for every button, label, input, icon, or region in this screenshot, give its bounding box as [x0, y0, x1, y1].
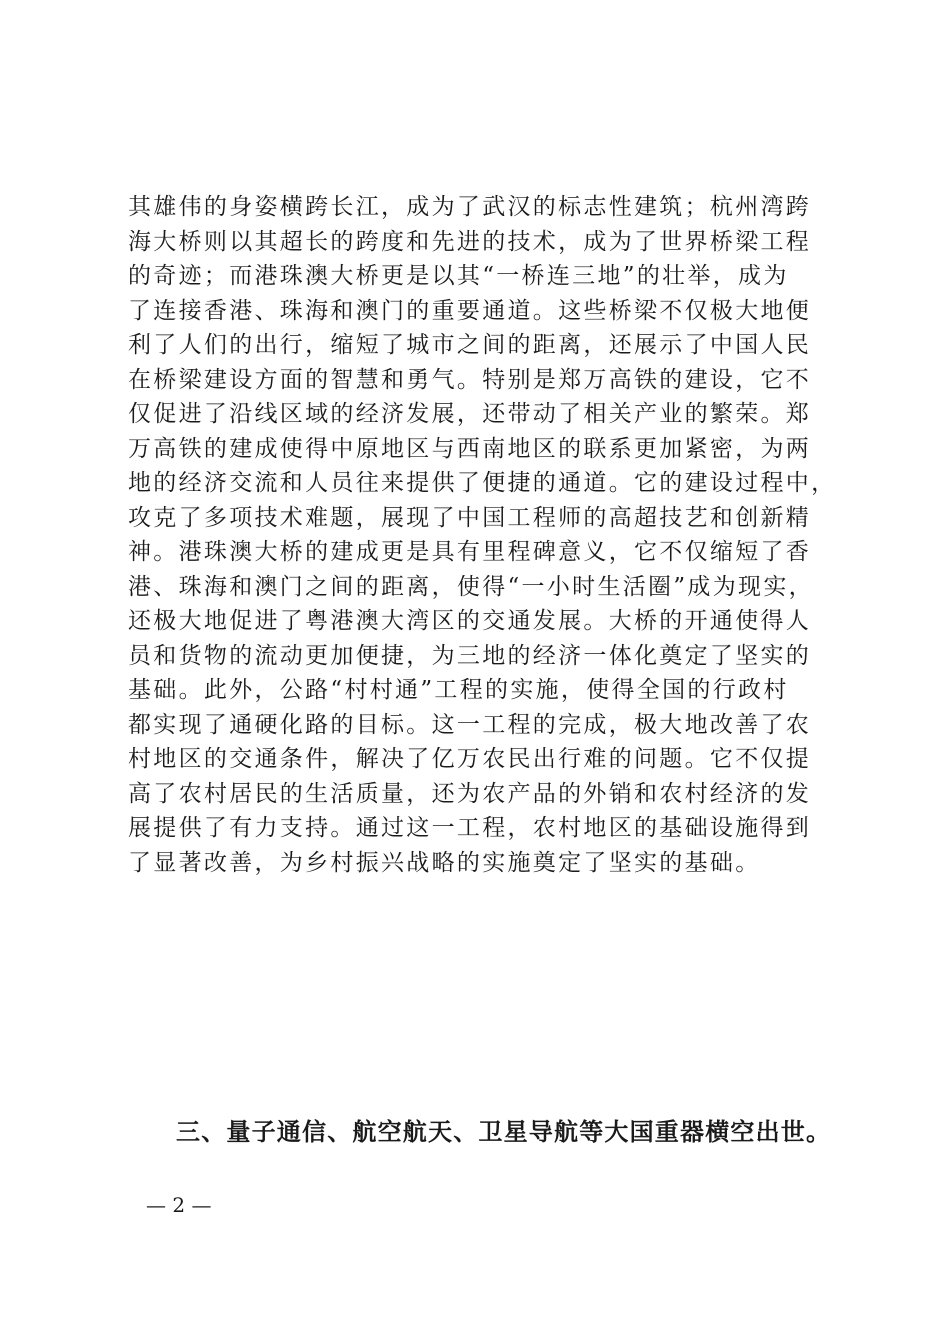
body-line: 基础。此外，公路“村村通”工程的实施，使得全国的行政村 [128, 677, 789, 703]
body-line: 港、珠海和澳门之间的距离，使得“一小时生活圈”成为现实， [128, 573, 814, 600]
body-line: 攻克了多项技术难题，展现了中国工程师的高超技艺和创新精 [128, 504, 812, 531]
body-paragraph [128, 190, 837, 880]
body-line: 万高铁的建成使得中原地区与西南地区的联系更加紧密，为两 [128, 435, 812, 462]
body-line: 的奇迹；而港珠澳大桥更是以其“一桥连三地”的壮举，成为 [128, 263, 789, 289]
body-line: 都实现了通硬化路的目标。这一工程的完成，极大地改善了农 [128, 711, 812, 738]
body-line: 还极大地促进了粤港澳大湾区的交通发展。大桥的开通使得人 [128, 608, 812, 634]
body-line: 村地区的交通条件，解决了亿万农民出行难的问题。它不仅提 [128, 746, 812, 772]
body-line: 地的经济交流和人员往来提供了便捷的通道。它的建设过程中， [128, 470, 837, 496]
body-line: 仅促进了沿线区域的经济发展，还带动了相关产业的繁荣。郑 [128, 401, 812, 427]
body-line: 在桥梁建设方面的智慧和勇气。特别是郑万高铁的建设，它不 [128, 366, 812, 393]
body-line: 了连接香港、珠海和澳门的重要通道。这些桥梁不仅极大地便 [128, 297, 812, 324]
body-line: 展提供了有力支持。通过这一工程，农村地区的基础设施得到 [128, 815, 812, 841]
body-line: 神。港珠澳大桥的建成更是具有里程碑意义，它不仅缩短了香 [128, 539, 812, 565]
page-number: — 2 — [146, 1193, 212, 1217]
section-heading: 三、量子通信、航空航天、卫星导航等大国重器横空出世。 [176, 1117, 832, 1146]
body-line: 了显著改善，为乡村振兴战略的实施奠定了坚实的基础。 [128, 849, 761, 876]
body-line: 海大桥则以其超长的跨度和先进的技术，成为了世界桥梁工程 [128, 228, 812, 255]
body-line: 其雄伟的身姿横跨长江，成为了武汉的标志性建筑；杭州湾跨 [128, 194, 812, 220]
body-line: 员和货物的流动更加便捷，为三地的经济一体化奠定了坚实的 [128, 642, 812, 669]
body-line: 利了人们的出行，缩短了城市之间的距离，还展示了中国人民 [128, 332, 812, 358]
body-line: 高了农村居民的生活质量，还为农产品的外销和农村经济的发 [128, 780, 812, 807]
